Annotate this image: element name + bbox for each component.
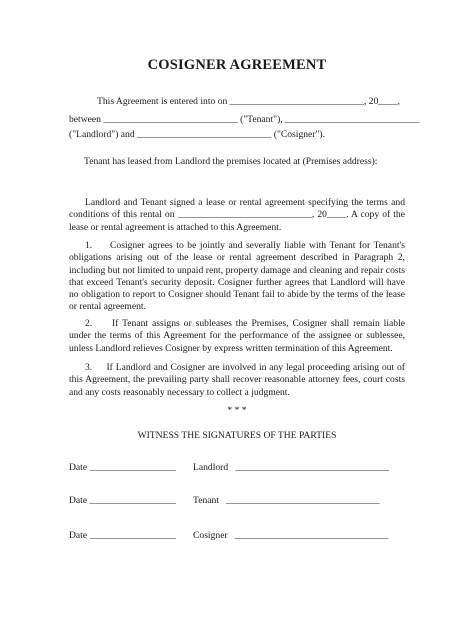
signature-date-tenant bbox=[69, 495, 176, 507]
clause-number: 2. bbox=[85, 318, 93, 329]
signature-landlord bbox=[193, 462, 389, 474]
intro-line-1: This Agreement is entered into on ____________________________, 20____, bbox=[97, 96, 400, 107]
clause-text: If Tenant assigns or subleases the Premises, Cosigner shall remain liable under the terms of this Agreement for the performance of the assignee or sublessee, unless Landlord relieves Cosigner by express written termination of this Agreement. bbox=[69, 318, 405, 354]
signature-date-cosigner bbox=[69, 530, 176, 542]
premises-line: Tenant has leased from Landlord the premises located at (Premises address): bbox=[84, 156, 378, 167]
lease-paragraph-text: Landlord and Tenant signed a lease or rental agreement specifying the terms and conditions of this rental on ____________________________, 20____. A copy of the lease or rental agreement is attached to this Agreement. bbox=[69, 197, 405, 233]
party-label: Tenant bbox=[193, 495, 219, 506]
signature-date-landlord bbox=[69, 462, 176, 474]
clause-2 bbox=[69, 318, 405, 355]
party-label: Landlord bbox=[193, 462, 229, 473]
signature-tenant bbox=[193, 495, 380, 507]
document-title: COSIGNER AGREEMENT bbox=[147, 57, 327, 73]
date-label: Date bbox=[69, 530, 88, 541]
clause-number: 1. bbox=[85, 240, 93, 251]
signature-line: ________________________________ bbox=[226, 495, 380, 506]
date-line: __________________ bbox=[89, 530, 176, 541]
date-label: Date bbox=[69, 495, 88, 506]
clause-text: Cosigner agrees to be jointly and severally liable with Tenant for Tenant's obligations arising out of the lease or rental agreement described in Paragraph 2, including but not limited to unpaid rent, property damage and cleaning and repair costs that exceed Tenant's security deposit. Cosigner further agrees that Landlord will have no obligation to report to Cosigner should Tenant fail to abide by the terms of the lease or rental agreement. bbox=[69, 240, 405, 313]
intro-line-3: ("Landlord") and ____________________________ ("Cosigner"). bbox=[69, 129, 326, 140]
date-label: Date bbox=[69, 462, 88, 473]
clause-number: 3. bbox=[85, 362, 93, 373]
intro-line-2: between ____________________________ ("Tenant"), ____________________________ bbox=[69, 114, 420, 125]
separator-asterisks: * * * bbox=[227, 405, 247, 416]
date-line: __________________ bbox=[89, 462, 176, 473]
clause-1 bbox=[69, 240, 405, 314]
lease-paragraph bbox=[69, 197, 405, 234]
date-line: __________________ bbox=[89, 495, 176, 506]
clause-text: If Landlord and Cosigner are involved in any legal proceeding arising out of this Agreement, the prevailing party shall recover reasonable attorney fees, court costs and any costs reasonably necessary to collect a judgment. bbox=[69, 362, 405, 398]
signature-line: ________________________________ bbox=[234, 530, 389, 541]
party-label: Cosigner bbox=[193, 530, 228, 541]
signature-cosigner bbox=[193, 530, 388, 542]
signature-line: ________________________________ bbox=[235, 462, 389, 473]
clause-3 bbox=[69, 362, 405, 399]
witness-heading: WITNESS THE SIGNATURES OF THE PARTIES bbox=[137, 430, 337, 441]
